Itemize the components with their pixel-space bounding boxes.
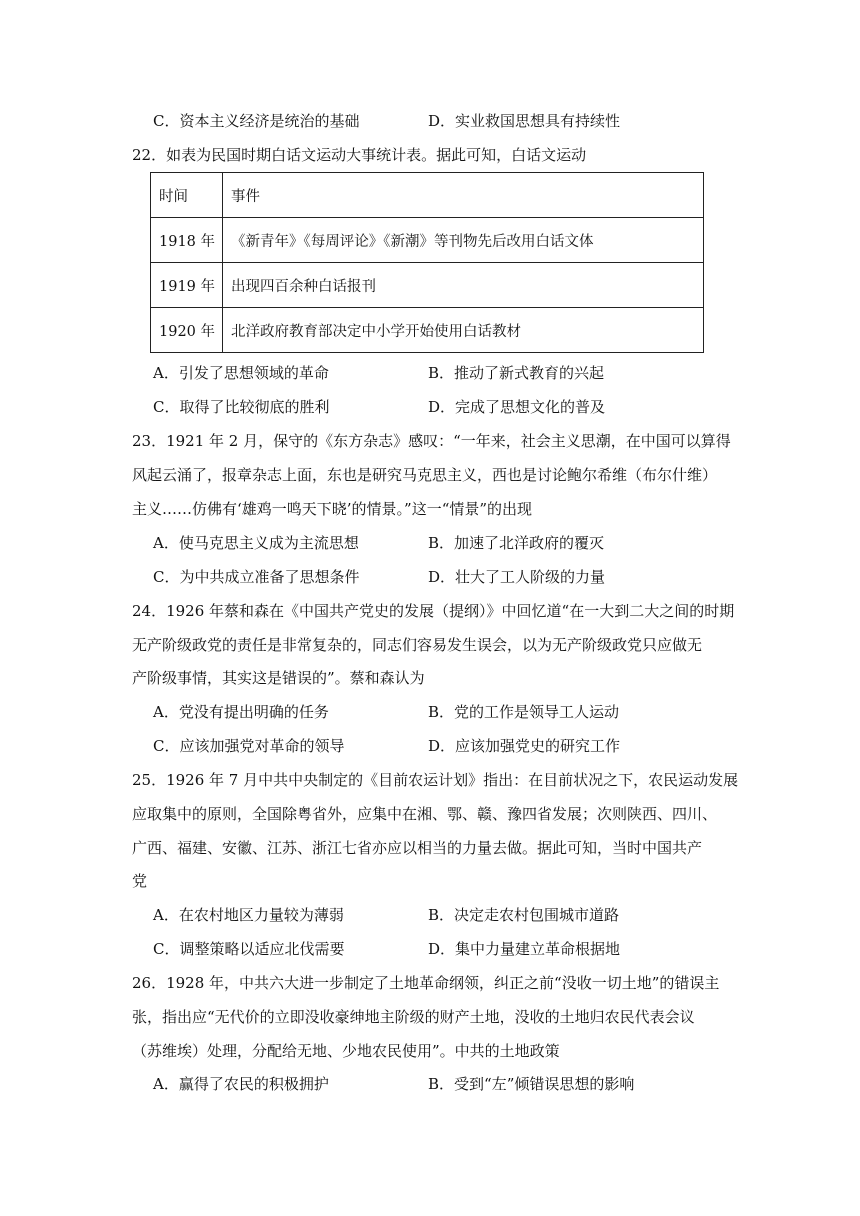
table-header-row [151, 173, 704, 218]
q26-stem-line-3: （苏维埃）处理，分配给无地、少地农民使用”。中共的土地政策 [132, 1042, 560, 1060]
q22-option-d: D．完成了思想文化的普及 [428, 398, 606, 416]
q21-option-c: C．资本主义经济是统治的基础 [153, 112, 360, 130]
q25-stem-line-1: 25．1926 年 7 月中共中央制定的《目前农运计划》指出：在目前状况之下，农民运动发展 [132, 771, 739, 789]
q23-option-c: C．为中共成立准备了思想条件 [153, 568, 360, 586]
q26-option-a: A．赢得了农民的积极拥护 [153, 1075, 329, 1093]
q26-stem-line-2: 张，指出应“无代价的立即没收豪绅地主阶级的财产土地，没收的土地归农民代表会议 [132, 1008, 695, 1026]
table-row [151, 308, 704, 353]
q22-option-c: C．取得了比较彻底的胜利 [153, 398, 330, 416]
q22-stem: 22．如表为民国时期白话文运动大事统计表。据此可知，白话文运动 [132, 146, 587, 164]
q24-option-c: C．应该加强党对革命的领导 [153, 737, 345, 755]
q25-option-b: B．决定走农村包围城市道路 [428, 906, 620, 924]
q23-option-d: D．壮大了工人阶级的力量 [428, 568, 606, 586]
table-cell-time: 1918 年 [151, 218, 223, 263]
q25-option-d: D．集中力量建立革命根据地 [428, 940, 621, 958]
q23-stem-line-3: 主义……仿佛有‘雄鸡一鸣天下晓’的情景。”这一“情景”的出现 [132, 500, 533, 518]
table-row [151, 263, 704, 308]
q24-option-d: D．应该加强党史的研究工作 [428, 737, 621, 755]
q25-stem-line-4: 党 [132, 872, 148, 890]
q24-stem-line-2: 无产阶级政党的责任是非常复杂的，同志们容易发生误会，以为无产阶级政党只应做无 [132, 636, 703, 654]
q24-stem-line-3: 产阶级事情，其实这是错误的”。蔡和森认为 [132, 669, 425, 687]
q25-option-c: C．调整策略以适应北伐需要 [153, 940, 345, 958]
q26-option-b: B．受到“左”倾错误思想的影响 [428, 1075, 635, 1093]
q23-stem-line-2: 风起云涌了，报章杂志上面，东也是研究马克思主义，西也是讨论鲍尔希维（布尔什维） [132, 466, 718, 484]
table-cell-event: 出现四百余种白话报刊 [223, 263, 704, 308]
q24-option-b: B．党的工作是领导工人运动 [428, 703, 620, 721]
q25-stem-line-2: 应取集中的原则，全国除粤省外，应集中在湘、鄂、赣、豫四省发展；次则陕西、四川、 [132, 805, 718, 823]
q24-option-a: A．党没有提出明确的任务 [153, 703, 329, 721]
q25-stem-line-3: 广西、福建、安徽、江苏、浙江七省亦应以相当的力量去做。据此可知，当时中国共产 [132, 839, 703, 857]
table-row [151, 218, 704, 263]
table-cell-event: 《新青年》《每周评论》《新潮》等刊物先后改用白话文体 [223, 218, 704, 263]
q22-event-table [150, 172, 704, 353]
q22-option-b: B．推动了新式教育的兴起 [428, 364, 605, 382]
q21-option-d: D．实业救国思想具有持续性 [428, 112, 621, 130]
table-cell-time: 1919 年 [151, 263, 223, 308]
table-cell-event: 北洋政府教育部决定中小学开始使用白话教材 [223, 308, 704, 353]
table-header-event: 事件 [223, 173, 704, 218]
q23-option-a: A．使马克思主义成为主流思想 [153, 534, 359, 552]
q24-stem-line-1: 24．1926 年蔡和森在《中国共产党史的发展（提纲）》中回忆道“在一大到二大之间的时期 [132, 602, 735, 620]
q22-option-a: A．引发了思想领域的革命 [153, 364, 329, 382]
q26-stem-line-1: 26．1928 年，中共六大进一步制定了土地革命纲领，纠正之前“没收一切土地”的错误主 [132, 974, 720, 992]
q23-stem-line-1: 23．1921 年 2 月，保守的《东方杂志》感叹：“一年来，社会主义思潮，在中国可以算得 [132, 432, 731, 450]
table-cell-time: 1920 年 [151, 308, 223, 353]
table-header-time: 时间 [151, 173, 223, 218]
q23-option-b: B．加速了北洋政府的覆灭 [428, 534, 605, 552]
q25-option-a: A．在农村地区力量较为薄弱 [153, 906, 344, 924]
